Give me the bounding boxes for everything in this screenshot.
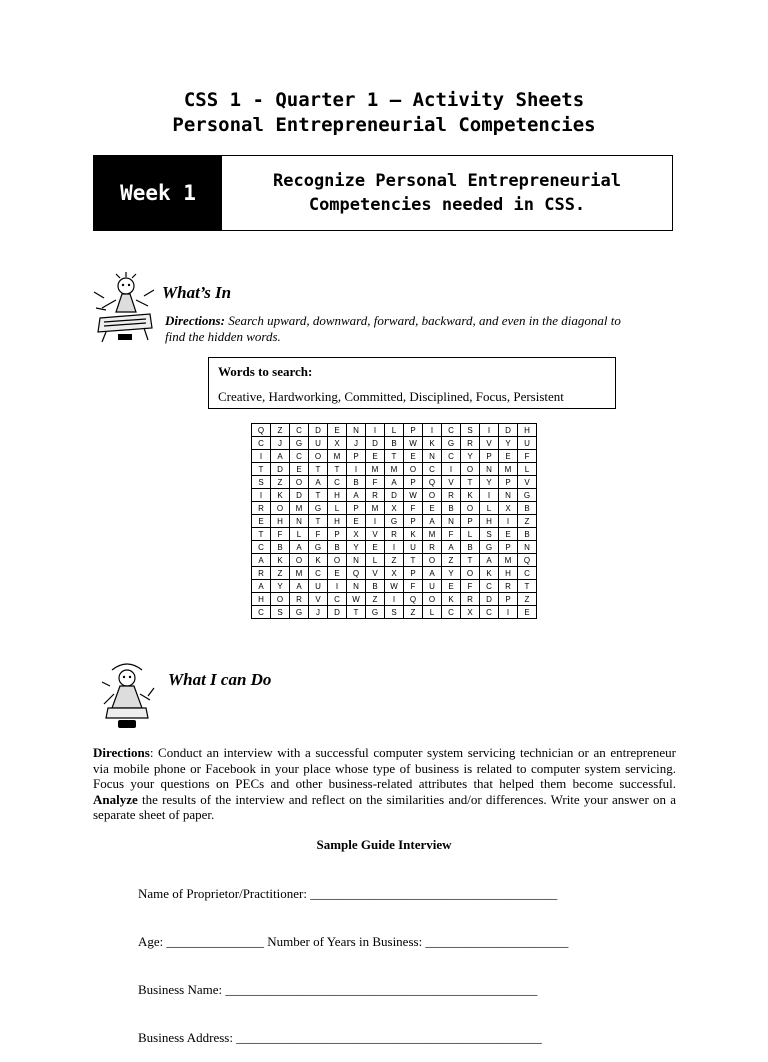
grid-cell: M [328,450,347,463]
grid-cell: C [309,567,328,580]
what-i-can-do-directions-part1: : Conduct an interview with a successful computer system servicing technician or an entrepreneur via mobile phone or Facebook in your place whose type of business is related to computer system servicing. Focus your questions on PECs and other business-related attributes that helped them become successful. [93,745,676,791]
grid-cell: A [385,476,404,489]
grid-cell: G [480,541,499,554]
grid-cell: A [290,541,309,554]
grid-cell: N [290,515,309,528]
grid-cell: F [271,528,290,541]
grid-cell: D [309,424,328,437]
grid-cell: S [252,476,271,489]
grid-cell: C [252,606,271,619]
grid-cell: F [518,450,537,463]
grid-cell: A [423,515,442,528]
grid-cell: N [442,515,461,528]
grid-cell: E [499,450,518,463]
grid-cell: C [290,450,309,463]
grid-cell: C [252,437,271,450]
grid-cell: B [328,541,347,554]
grid-cell: T [461,476,480,489]
grid-cell: B [366,580,385,593]
page-title-line1: CSS 1 - Quarter 1 – Activity Sheets [183,89,585,111]
grid-cell: I [366,424,385,437]
grid-cell: F [309,528,328,541]
grid-cell: C [518,567,537,580]
grid-cell: Z [404,606,423,619]
grid-cell: V [309,593,328,606]
grid-cell: O [271,593,290,606]
grid-cell: T [309,489,328,502]
grid-row [252,554,537,567]
grid-cell: L [328,502,347,515]
grid-cell: P [404,567,423,580]
grid-cell: O [309,450,328,463]
grid-cell: L [518,463,537,476]
business-name-field: Business Name: ________________________________________________ [138,982,538,997]
grid-cell: H [480,515,499,528]
grid-cell: S [271,606,290,619]
grid-cell: W [385,580,404,593]
grid-cell: O [423,554,442,567]
whats-in-directions [165,313,670,345]
grid-cell: I [252,489,271,502]
grid-cell: B [461,541,480,554]
grid-cell: N [480,463,499,476]
grid-cell: Q [518,554,537,567]
grid-cell: E [404,450,423,463]
grid-cell: T [252,463,271,476]
grid-cell: P [499,541,518,554]
grid-cell: G [442,437,461,450]
grid-cell: D [499,424,518,437]
grid-cell: X [499,502,518,515]
grid-cell: C [480,606,499,619]
grid-cell: R [252,502,271,515]
grid-cell: O [423,489,442,502]
grid-cell: K [461,489,480,502]
grid-cell: C [290,424,309,437]
grid-cell: L [480,502,499,515]
grid-cell: O [423,593,442,606]
grid-cell: B [385,437,404,450]
grid-cell: M [366,502,385,515]
grid-cell: H [499,567,518,580]
grid-cell: F [404,502,423,515]
grid-cell: Z [271,476,290,489]
grid-cell: A [252,580,271,593]
grid-cell: V [442,476,461,489]
grid-cell: I [480,489,499,502]
grid-cell: K [271,554,290,567]
grid-cell: U [309,437,328,450]
grid-cell: W [404,489,423,502]
what-i-can-do-heading: What I can Do [168,670,272,689]
grid-cell: Y [499,437,518,450]
grid-cell: L [385,424,404,437]
what-i-can-do-directions-part2: the results of the interview and reflect on the similarities and/or differences. Write your answer on a separate sheet of paper. [93,791,676,822]
grid-cell: I [480,424,499,437]
grid-cell: A [442,541,461,554]
grid-cell: A [290,580,309,593]
grid-cell: Y [347,541,366,554]
words-list: Creative, Hardworking, Committed, Disciplined, Focus, Persistent [218,389,564,404]
grid-cell: E [366,541,385,554]
grid-cell: P [404,424,423,437]
grid-row [252,476,537,489]
grid-cell: O [271,502,290,515]
grid-cell: J [271,437,290,450]
grid-cell: Q [404,593,423,606]
grid-cell: S [385,606,404,619]
grid-cell: Y [480,476,499,489]
week-topic-line1: Recognize Personal Entrepreneurial [273,171,621,191]
grid-cell: E [328,567,347,580]
grid-cell: P [461,515,480,528]
grid-row [252,593,537,606]
student-writing-icon [98,660,156,732]
grid-cell: W [404,437,423,450]
grid-cell: A [252,554,271,567]
grid-row [252,541,537,554]
grid-cell: B [518,528,537,541]
grid-cell: D [385,489,404,502]
grid-cell: E [328,424,347,437]
grid-cell: P [499,593,518,606]
grid-cell: T [385,450,404,463]
grid-cell: K [442,593,461,606]
grid-cell: P [404,515,423,528]
grid-cell: F [442,528,461,541]
grid-cell: R [366,489,385,502]
age-years-field: Age: _______________ Number of Years in Business: ______________________ [138,934,569,949]
grid-cell: N [347,554,366,567]
grid-cell: R [252,567,271,580]
whats-in-directions-lead: Directions: [165,313,225,328]
page-title-line2: Personal Entrepreneurial Competencies [172,114,596,136]
grid-cell: S [480,528,499,541]
grid-cell: R [423,541,442,554]
grid-cell: P [347,502,366,515]
grid-cell: V [480,437,499,450]
grid-cell: M [290,567,309,580]
grid-cell: M [499,463,518,476]
grid-cell: I [385,593,404,606]
grid-cell: R [442,489,461,502]
grid-cell: H [328,489,347,502]
words-to-search-box [208,357,616,409]
grid-cell: Z [518,515,537,528]
grid-cell: C [442,424,461,437]
grid-cell: Y [271,580,290,593]
grid-cell: G [385,515,404,528]
week-label: Week 1 [94,156,222,230]
grid-cell: R [385,528,404,541]
words-box-title: Words to search: [218,364,313,379]
grid-cell: T [252,528,271,541]
grid-row [252,489,537,502]
grid-cell: O [290,476,309,489]
grid-cell: Z [442,554,461,567]
grid-cell: T [309,515,328,528]
grid-cell: I [385,541,404,554]
grid-cell: C [328,593,347,606]
grid-cell: I [328,580,347,593]
grid-cell: I [366,515,385,528]
grid-cell: F [461,580,480,593]
grid-cell: L [423,606,442,619]
grid-cell: D [480,593,499,606]
grid-cell: A [423,567,442,580]
grid-cell: U [518,437,537,450]
grid-cell: C [328,476,347,489]
grid-cell: Z [271,567,290,580]
grid-cell: P [328,528,347,541]
grid-cell: O [404,463,423,476]
grid-cell: M [499,554,518,567]
grid-cell: M [366,463,385,476]
grid-cell: O [328,554,347,567]
grid-cell: M [290,502,309,515]
grid-cell: R [461,593,480,606]
grid-cell: N [347,580,366,593]
grid-cell: G [309,541,328,554]
grid-cell: C [480,580,499,593]
grid-cell: X [328,437,347,450]
what-i-can-do-directions-lead: Directions [93,745,150,760]
grid-cell: T [518,580,537,593]
grid-cell: G [366,606,385,619]
grid-cell: O [461,567,480,580]
grid-cell: I [423,424,442,437]
week-topic [222,156,672,230]
grid-cell: I [499,606,518,619]
grid-cell: A [271,450,290,463]
grid-cell: C [442,606,461,619]
grid-cell: Z [366,593,385,606]
grid-cell: V [366,567,385,580]
grid-cell: T [328,463,347,476]
grid-row [252,606,537,619]
grid-cell: X [461,606,480,619]
grid-cell: L [461,528,480,541]
grid-cell: U [404,541,423,554]
grid-cell: G [290,606,309,619]
grid-cell: M [423,528,442,541]
grid-cell: S [461,424,480,437]
grid-cell: E [252,515,271,528]
sample-guide-interview-title: Sample Guide Interview [316,837,452,852]
whats-in-directions-text-2: find the hidden words. [165,329,281,344]
grid-cell: E [347,515,366,528]
grid-cell: H [518,424,537,437]
grid-cell: Q [423,476,442,489]
grid-cell: I [442,463,461,476]
grid-cell: P [499,476,518,489]
grid-cell: E [499,528,518,541]
grid-cell: X [385,502,404,515]
grid-cell: P [404,476,423,489]
grid-cell: B [347,476,366,489]
grid-row [252,502,537,515]
grid-cell: F [404,580,423,593]
grid-cell: N [518,541,537,554]
grid-cell: Z [518,593,537,606]
grid-row [252,424,537,437]
grid-cell: B [442,502,461,515]
grid-cell: D [271,463,290,476]
grid-cell: E [423,502,442,515]
grid-cell: K [480,567,499,580]
grid-cell: A [347,489,366,502]
grid-row [252,450,537,463]
grid-cell: F [366,476,385,489]
student-reading-icon [92,272,158,344]
grid-cell: T [404,554,423,567]
grid-cell: V [366,528,385,541]
grid-cell: I [252,450,271,463]
week-topic-line2: Competencies needed in CSS. [308,195,586,215]
grid-cell: R [499,580,518,593]
grid-cell: J [347,437,366,450]
grid-cell: X [347,528,366,541]
whats-in-directions-text-1: Search upward, downward, forward, backward, and even in the diagonal to [228,313,621,328]
grid-cell: C [252,541,271,554]
grid-cell: O [461,463,480,476]
whats-in-heading: What’s In [162,283,232,302]
grid-cell: U [309,580,328,593]
week-banner [93,155,673,231]
what-i-can-do-directions [93,745,676,823]
grid-cell: Q [347,567,366,580]
grid-row [252,437,537,450]
grid-cell: H [328,515,347,528]
grid-cell: B [518,502,537,515]
grid-cell: A [480,554,499,567]
business-address-field: Business Address: _______________________________________________ [138,1030,542,1045]
grid-cell: T [309,463,328,476]
grid-cell: C [442,450,461,463]
grid-cell: E [442,580,461,593]
grid-cell: N [499,489,518,502]
grid-row [252,528,537,541]
grid-cell: G [309,502,328,515]
grid-cell: N [347,424,366,437]
grid-cell: H [271,515,290,528]
grid-cell: P [480,450,499,463]
grid-cell: U [423,580,442,593]
grid-cell: M [385,463,404,476]
grid-cell: K [271,489,290,502]
grid-cell: O [461,502,480,515]
grid-cell: D [290,489,309,502]
grid-cell: Y [461,450,480,463]
analyze-keyword: Analyze [93,791,138,807]
grid-cell: R [461,437,480,450]
grid-row [252,580,537,593]
grid-cell: T [347,606,366,619]
grid-cell: X [385,567,404,580]
grid-cell: C [423,463,442,476]
grid-cell: Z [271,424,290,437]
grid-cell: E [290,463,309,476]
grid-cell: K [404,528,423,541]
grid-cell: G [518,489,537,502]
grid-cell: H [252,593,271,606]
word-search-grid [251,423,537,619]
grid-cell: V [518,476,537,489]
grid-cell: L [290,528,309,541]
grid-cell: Y [442,567,461,580]
proprietor-name-field: Name of Proprietor/Practitioner: ______________________________________ [138,886,558,901]
grid-cell: B [271,541,290,554]
guide-interview-fields [138,854,568,1062]
grid-cell: E [518,606,537,619]
grid-row [252,567,537,580]
grid-cell: T [461,554,480,567]
grid-row [252,515,537,528]
grid-cell: W [347,593,366,606]
grid-cell: Z [385,554,404,567]
grid-cell: A [309,476,328,489]
grid-cell: D [328,606,347,619]
grid-cell: I [499,515,518,528]
grid-cell: L [366,554,385,567]
grid-cell: P [347,450,366,463]
grid-cell: Q [252,424,271,437]
grid-cell: I [347,463,366,476]
grid-cell: E [366,450,385,463]
grid-row [252,463,537,476]
grid-cell: D [366,437,385,450]
grid-cell: G [290,437,309,450]
grid-cell: J [309,606,328,619]
grid-cell: K [423,437,442,450]
grid-cell: N [423,450,442,463]
grid-cell: K [309,554,328,567]
grid-cell: R [290,593,309,606]
grid-cell: O [290,554,309,567]
